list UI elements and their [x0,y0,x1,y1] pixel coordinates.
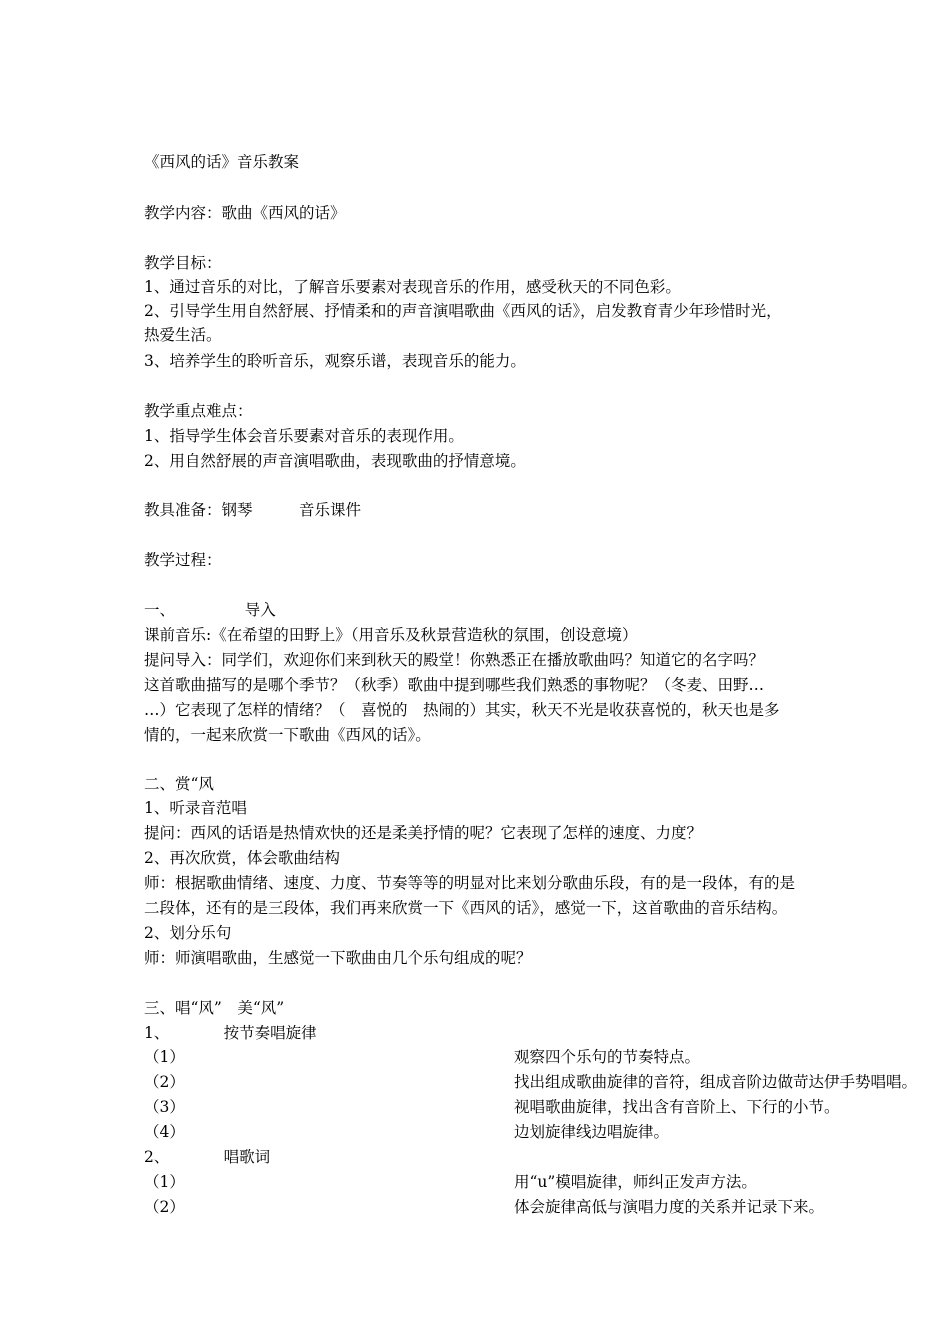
section1-heading: 一、 导入 [144,601,276,619]
teaching-tools: 教具准备：钢琴 音乐课件 [144,501,362,519]
goal-item: 热爱生活。 [144,326,222,344]
goals-heading: 教学目标： [144,254,222,272]
step-text: 视唱歌曲旋律，找出含有音阶上、下行的小节。 [514,1098,840,1116]
section2-line: 二段体，还有的是三段体，我们再来欣赏一下《西风的话》，感觉一下，这首歌曲的音乐结构。 [144,899,788,917]
section2-line: 提问：西风的话语是热情欢快的还是柔美抒情的呢？它表现了怎样的速度、力度？ [144,824,703,842]
process-heading: 教学过程： [144,551,222,569]
document-title: 《西风的话》音乐教案 [144,153,300,171]
step-row [144,1170,757,1194]
step-text: 用“u”模唱旋律，师纠正发声方法。 [514,1173,757,1191]
section2-line: 1、听录音范唱 [144,799,247,817]
section3-part1-heading: 1、 按节奏唱旋律 [144,1024,317,1042]
keypoint-item: 1、指导学生体会音乐要素对音乐的表现作用。 [144,427,464,445]
step-number: （1） [144,1048,185,1066]
step-text: 观察四个乐句的节奏特点。 [514,1048,701,1066]
section1-line: 情的，一起来欣赏一下歌曲《西风的话》。 [144,726,431,744]
step-text: 边划旋律线边唱旋律。 [514,1123,670,1141]
section2-line: 师：师演唱歌曲，生感觉一下歌曲由几个乐句组成的呢？ [144,949,532,967]
keypoints-heading: 教学重点难点： [144,402,253,420]
step-number: （2） [144,1073,185,1091]
step-number: （2） [144,1198,185,1216]
teaching-content: 教学内容：歌曲《西风的话》 [144,204,346,222]
section1-line: 课前音乐:《在希望的田野上》（用音乐及秋景营造秋的氛围，创设意境） [144,626,638,644]
keypoint-item: 2、用自然舒展的声音演唱歌曲，表现歌曲的抒情意境。 [144,452,526,470]
step-row [144,1095,840,1119]
step-row [144,1045,701,1069]
step-number: （3） [144,1098,185,1116]
section1-line: 这首歌曲描写的是哪个季节？（秋季）歌曲中提到哪些我们熟悉的事物呢？（冬麦、田野… [144,676,765,694]
section3-part2-heading: 2、 唱歌词 [144,1148,271,1166]
step-number: （4） [144,1123,185,1141]
section2-line: 2、划分乐句 [144,924,232,942]
step-row [144,1195,825,1219]
goal-item: 2、引导学生用自然舒展、抒情柔和的声音演唱歌曲《西风的话》，启发教育青少年珍惜时光， [144,302,782,320]
goal-item: 3、培养学生的聆听音乐，观察乐谱，表现音乐的能力。 [144,352,526,370]
section1-line: …）它表现了怎样的情绪？（ 喜悦的 热闹的）其实，秋天不光是收获喜悦的，秋天也是多 [144,701,780,719]
section2-line: 2、再次欣赏，体会歌曲结构 [144,849,340,867]
step-row [144,1070,918,1094]
section1-line: 提问导入：同学们，欢迎你们来到秋天的殿堂！你熟悉正在播放歌曲吗？知道它的名字吗？ [144,651,765,669]
section2-line: 师：根据歌曲情绪、速度、力度、节奏等等的明显对比来划分歌曲乐段，有的是一段体，有的是 [144,874,796,892]
step-text: 体会旋律高低与演唱力度的关系并记录下来。 [514,1198,825,1216]
section2-heading: 二、赏“风 [144,775,214,793]
section3-heading: 三、唱“风” 美“风” [144,999,285,1017]
step-row [144,1120,670,1144]
step-number: （1） [144,1173,185,1191]
goal-item: 1、通过音乐的对比，了解音乐要素对表现音乐的作用，感受秋天的不同色彩。 [144,278,681,296]
step-text: 找出组成歌曲旋律的音符，组成音阶边做苛达伊手势唱唱。 [514,1073,918,1091]
